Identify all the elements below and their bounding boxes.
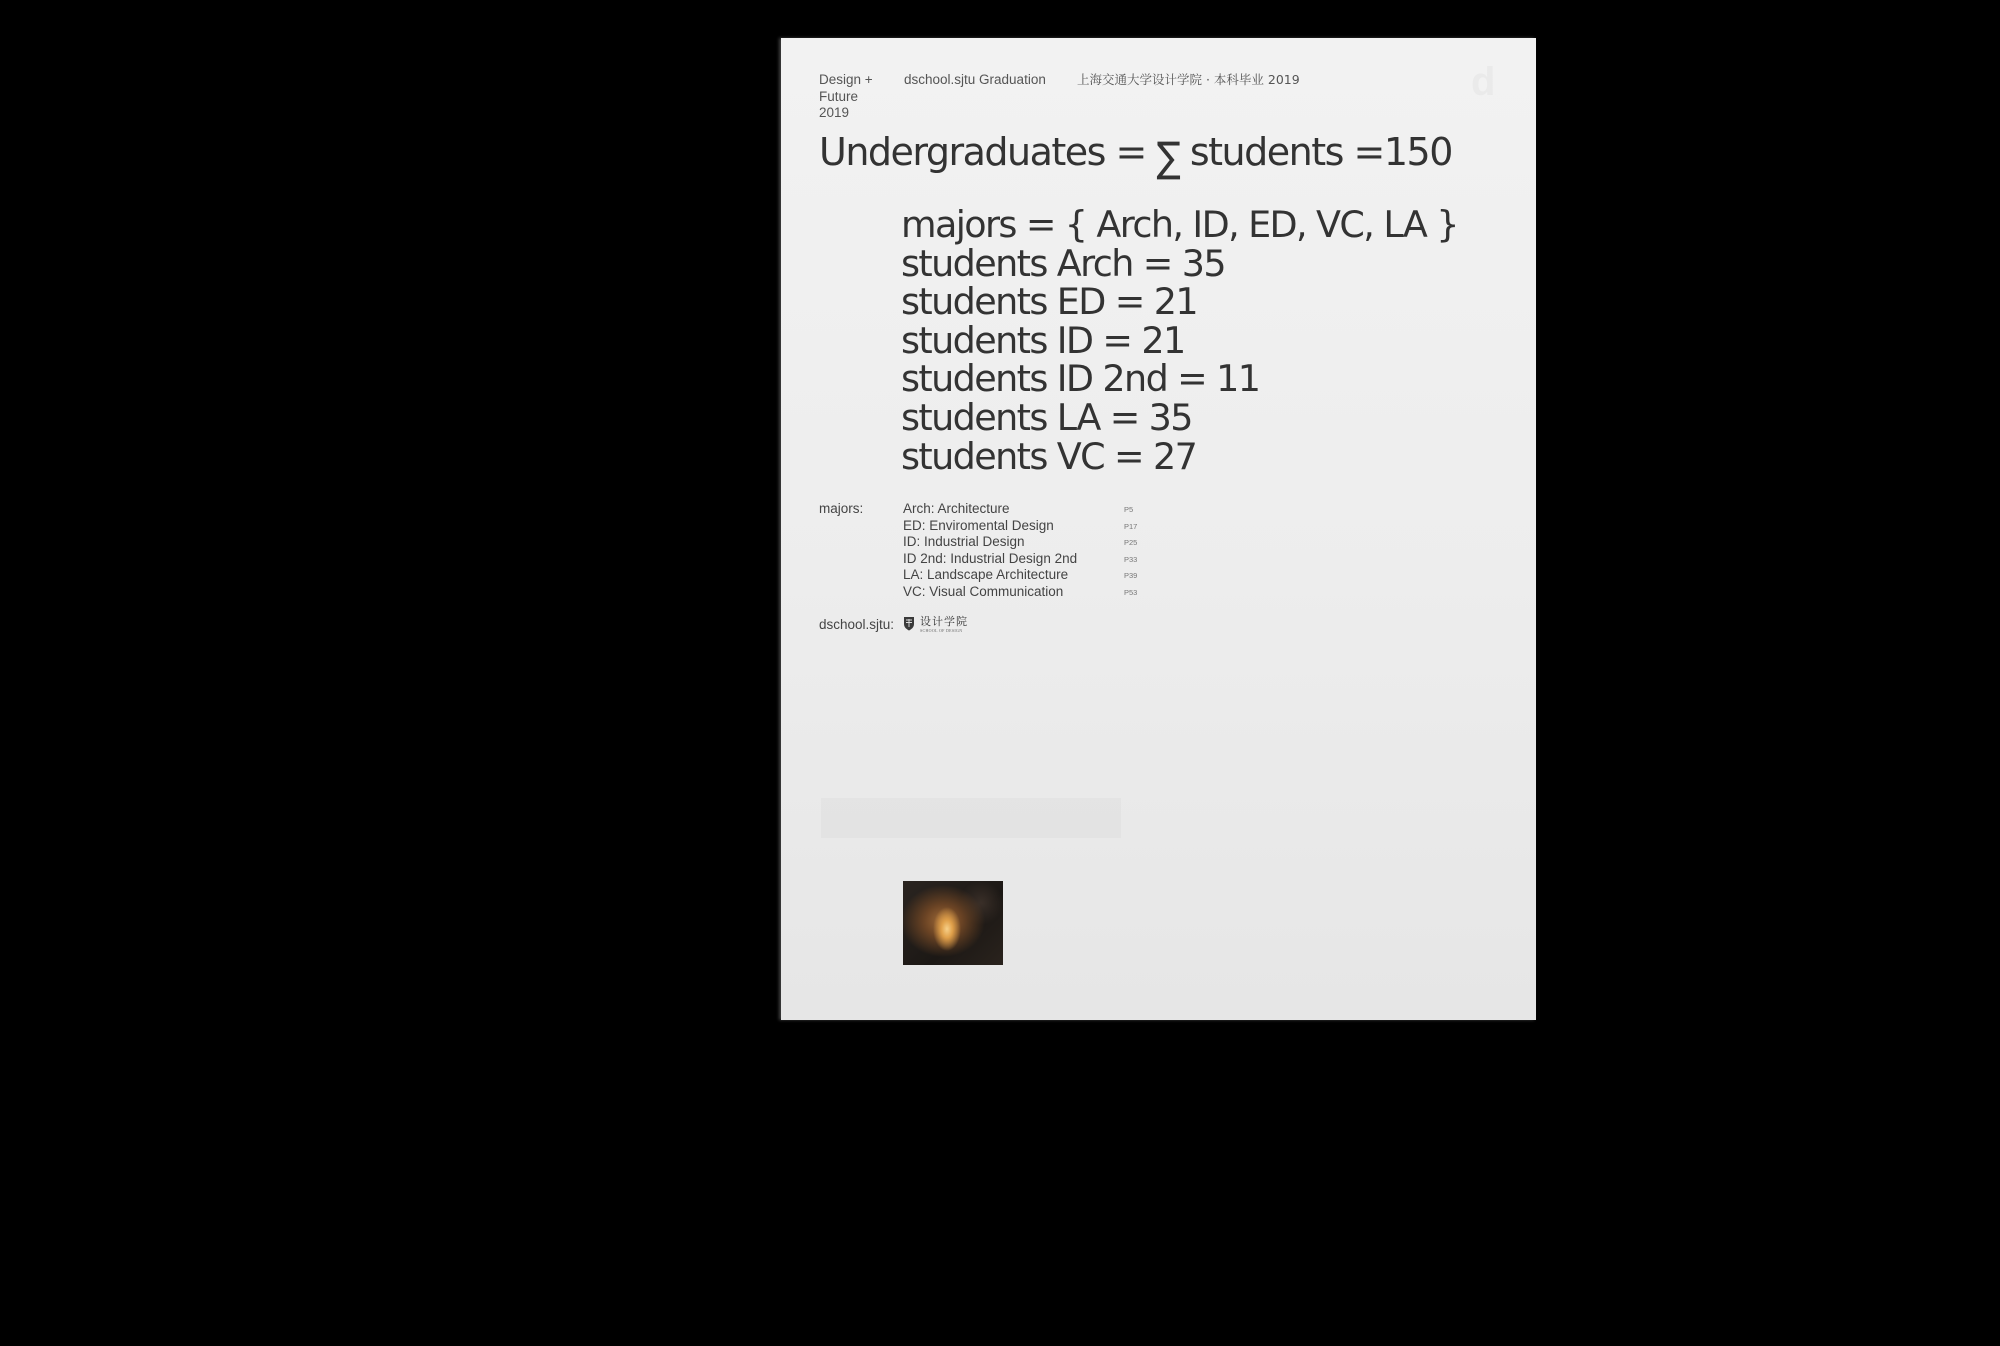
major-name: ED: Enviromental Design xyxy=(903,517,1054,533)
major-page-number: P53 xyxy=(1124,587,1138,597)
major-page-number: P39 xyxy=(1124,571,1138,581)
equation-list xyxy=(901,203,1458,478)
series-line: 2019 xyxy=(819,105,850,120)
list-item xyxy=(903,501,1143,518)
major-page-number: P17 xyxy=(1124,521,1138,531)
headline-equation xyxy=(819,130,1452,182)
bleed-through-shadow xyxy=(821,798,1121,838)
series-label xyxy=(819,72,873,122)
major-name: ID: Industrial Design xyxy=(903,534,1025,550)
equation-line: students ED = 21 xyxy=(901,280,1197,324)
list-item xyxy=(903,534,1143,551)
publication-title: dschool.sjtu Graduation xyxy=(904,72,1046,87)
logo-text-en: SCHOOL OF DESIGN xyxy=(920,628,963,633)
majors-label: majors: xyxy=(819,501,864,516)
booklet-cover xyxy=(781,38,1536,1020)
equation-line: students LA = 35 xyxy=(901,395,1192,439)
list-item xyxy=(903,584,1143,601)
publication-title-cn: 上海交通大学设计学院 · 本科毕业 2019 xyxy=(1077,72,1300,87)
headline-equals: = xyxy=(1353,130,1384,174)
series-line: Design + xyxy=(819,72,873,87)
list-item xyxy=(903,518,1143,535)
bleed-through-shadow: d xyxy=(1471,60,1496,104)
logo-text-cn: 设计学院 xyxy=(920,615,968,628)
sigma-symbol: ∑ xyxy=(1156,134,1180,182)
equation-line: students ID 2nd = 11 xyxy=(901,357,1260,401)
dschool-label: dschool.sjtu: xyxy=(819,617,895,632)
major-page-number: P5 xyxy=(1124,505,1134,514)
major-page-number: P25 xyxy=(1124,538,1138,548)
headline-equals: = xyxy=(1115,130,1146,174)
school-of-design-logo xyxy=(903,616,968,633)
headline-total: 150 xyxy=(1383,130,1452,174)
headline-lhs: Undergraduates xyxy=(819,130,1105,174)
equation-majors: majors = { Arch, ID, ED, VC, LA } xyxy=(901,203,1458,246)
cover-photo-thumbnail xyxy=(903,881,1003,965)
major-name: VC: Visual Communication xyxy=(903,583,1064,599)
list-item xyxy=(903,551,1143,568)
major-name: Arch: Architecture xyxy=(903,501,1010,516)
list-item xyxy=(903,567,1143,584)
series-line: Future xyxy=(819,88,859,104)
equation-line: students ID = 21 xyxy=(901,318,1185,362)
major-name: LA: Landscape Architecture xyxy=(903,567,1069,583)
majors-index xyxy=(903,501,1143,601)
major-name: ID 2nd: Industrial Design 2nd xyxy=(903,550,1078,566)
shield-emblem-icon xyxy=(903,616,915,631)
headline-term: students xyxy=(1189,130,1343,174)
equation-line: students VC = 27 xyxy=(901,434,1197,478)
major-page-number: P33 xyxy=(1124,554,1138,564)
equation-line: students Arch = 35 xyxy=(901,241,1225,285)
